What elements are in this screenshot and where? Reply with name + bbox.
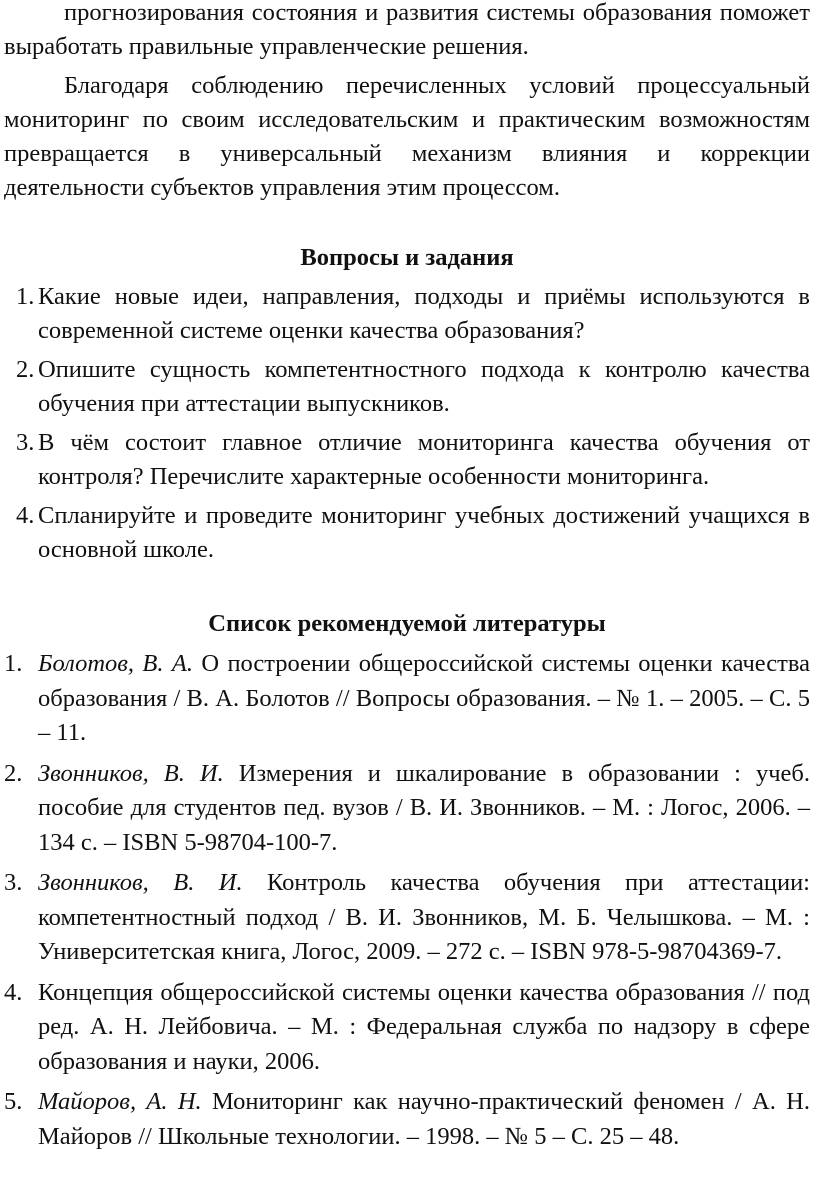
literature-heading: Список рекомендуемой литературы: [208, 610, 606, 637]
question-number: 1.: [16, 283, 35, 310]
reference-text: О построении общероссийской системы оценки качества образования / В. А. Болотов // Вопросы образования. – № 1. – 2005. – С. 5 – 11.: [38, 650, 810, 746]
reference-author: Майоров, А. Н.: [38, 1088, 202, 1115]
question-number: 4.: [16, 502, 35, 529]
reference-item: [4, 647, 810, 751]
reference-text: Концепция общероссийской системы оценки качества образования // под ред. А. Н. Лейбовича. – М. : Федеральная служба по надзору в сфере образования и науки, 2006.: [38, 978, 810, 1075]
reference-text: Измерения и шкалирование в образовании : учеб. пособие для студентов пед. вузов / В. И. Звонников. – М. : Логос, 2006. – 134 с. – ISBN 5-98704-100-7.: [38, 759, 810, 856]
reference-number: 4.: [4, 978, 23, 1006]
intro-paragraph: Благодаря соблюдению перечисленных условий процессуальный мониторинг по своим исследовательским и практическим возможностям превращается в универсальный механизм влияния и коррекции деятельности субъектов управления этим процессом.: [4, 72, 810, 201]
question-item: [4, 353, 810, 421]
questions-heading: Вопросы и задания: [300, 244, 514, 271]
reference-number: 3.: [4, 869, 23, 896]
question-number: 3.: [16, 429, 35, 456]
questions-list: [4, 280, 810, 567]
reference-text: Мониторинг как научно-практический феномен / А. Н. Майоров // Школьные технологии. – 1998. – № 5 – С. 25 – 48.: [38, 1088, 811, 1150]
literature-list: [4, 647, 810, 1154]
reference-number: 5.: [4, 1088, 23, 1115]
intro-continuation: прогнозирования состояния и развития системы образования поможет выработать правильные управленческие решения.: [4, 0, 810, 60]
question-text: Спланируйте и проведите мониторинг учебных достижений учащихся в основной школе.: [38, 502, 810, 563]
question-text: В чём состоит главное отличие мониторинга качества обучения от контроля? Перечислите характерные особенности мониторинга.: [38, 429, 810, 490]
question-item: [4, 499, 810, 567]
question-text: Опишите сущность компетентностного подхода к контролю качества обучения при аттестации выпускников.: [38, 356, 810, 417]
reference-item: [4, 866, 810, 970]
question-text: Какие новые идеи, направления, подходы и приёмы используются в современной системе оценки качества образования?: [38, 283, 810, 344]
reference-item: [4, 976, 810, 1080]
reference-author: Звонников, В. И.: [38, 869, 243, 896]
reference-author: Болотов, В. А.: [38, 650, 193, 677]
reference-text: Контроль качества обучения при аттестации: компетентностный подход / В. И. Звонников, М. Б. Челышкова. – М. : Университетская книга, Логос, 2009. – 272 с. – ISBN 978-5-98704369-7.: [38, 869, 810, 965]
question-item: [4, 280, 810, 348]
reference-author: Звонников, В. И.: [38, 759, 224, 787]
reference-number: 2.: [4, 759, 23, 787]
reference-item: [4, 757, 810, 861]
question-item: [4, 426, 810, 494]
reference-number: 1.: [4, 650, 23, 677]
reference-item: [4, 1085, 810, 1154]
question-number: 2.: [16, 356, 35, 383]
